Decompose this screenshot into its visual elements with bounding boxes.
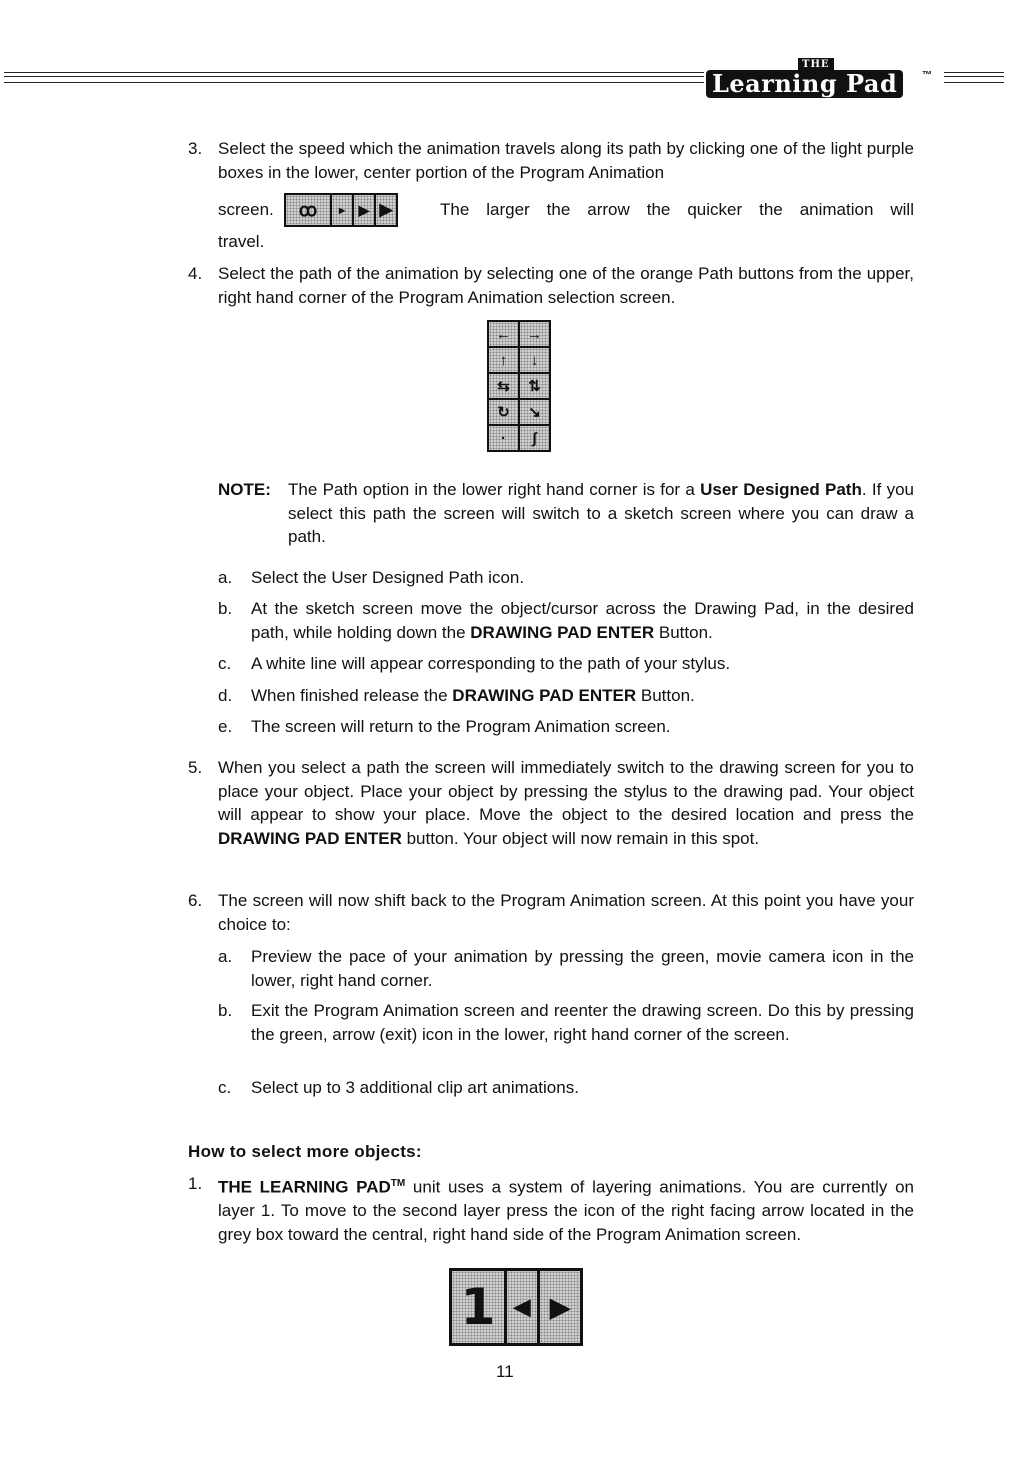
sub4-b-text xyxy=(251,597,914,644)
item-3-after-icon: The larger the arrow the quicker the animation will xyxy=(440,200,914,219)
item-4-text: Select the path of the animation by selecting one of the orange Path buttons from the upper, right hand corner of the Program Animation selection screen. xyxy=(218,264,914,307)
sub6-b-letter: b. xyxy=(218,1001,233,1020)
section-item-1-tm: TM xyxy=(390,1178,406,1189)
section-heading: How to select more objects: xyxy=(188,1142,422,1161)
item-5-t2: button. Your object will now remain in this spot. xyxy=(406,828,760,848)
sub4-c-text: A white line will appear corresponding to the path of your stylus. xyxy=(251,654,731,673)
note-text xyxy=(288,478,914,549)
sub4-a-letter: a. xyxy=(218,568,233,587)
path-vertical-bounce-icon: ⇅ xyxy=(520,374,549,398)
page-number: 11 xyxy=(496,1362,514,1381)
sub4-c-letter: c. xyxy=(218,654,232,673)
speed-selector-icon xyxy=(284,193,398,227)
path-right-icon: → xyxy=(520,322,549,346)
path-diagonal-icon: ↘ xyxy=(520,400,549,424)
speed-slow-arrow-icon: ▸ xyxy=(332,195,352,225)
item-3-screen-word: screen. xyxy=(218,200,274,219)
path-buttons-icon xyxy=(487,320,551,452)
item-5-bold: DRAWING PAD ENTER xyxy=(218,828,402,848)
layer-selector-icon xyxy=(449,1268,583,1346)
layer-number-icon: 1 xyxy=(452,1271,504,1343)
sub4-b-bold: DRAWING PAD ENTER xyxy=(470,622,655,642)
sub6-c-letter: c. xyxy=(218,1078,232,1097)
item-3-icon-line xyxy=(218,193,914,225)
layer-prev-arrow-icon: ◀ xyxy=(507,1271,537,1343)
section-item-1-number: 1. xyxy=(188,1174,203,1193)
item-5-text xyxy=(218,756,914,850)
logo-wordmark: Learning Pad xyxy=(706,70,903,98)
logo-tm: ™ xyxy=(922,70,932,81)
header-rule-right xyxy=(944,72,1004,83)
layer-next-arrow-icon: ▶ xyxy=(540,1271,580,1343)
sub6-c-text: Select up to 3 additional clip art animations. xyxy=(251,1078,579,1097)
sub4-b-letter: b. xyxy=(218,599,233,618)
sub4-a-text: Select the User Designed Path icon. xyxy=(251,568,525,587)
item-5-t1: When you select a path the screen will immediately switch to the drawing screen for you to place your object. Place your object by pressing the stylus to the drawing pad. Your object will appear to show your place. Move the object to the desired location and press the xyxy=(218,758,914,824)
item-6-number: 6. xyxy=(188,891,203,910)
sub4-b-t2: Button. xyxy=(658,622,713,642)
learning-pad-logo xyxy=(706,58,930,100)
item-6-text: The screen will now shift back to the Program Animation screen. At this point you have your choice to: xyxy=(218,891,914,934)
path-circle-icon: ↻ xyxy=(489,400,518,424)
path-horizontal-bounce-icon: ⇆ xyxy=(489,374,518,398)
sub4-b-t1: At the sketch screen move the object/cursor across the Drawing Pad, in the desired path, while holding down the xyxy=(251,599,914,642)
sub4-d-text xyxy=(251,684,914,708)
sub4-e-text: The screen will return to the Program Animation screen. xyxy=(251,717,671,736)
path-left-icon: ← xyxy=(489,322,518,346)
note-text-2: . If you select this path the screen will switch to a sketch screen where you can draw a path. xyxy=(288,480,915,546)
path-down-icon: ↓ xyxy=(520,348,549,372)
sub4-d-t1: When finished release the xyxy=(251,686,448,705)
sub4-d-letter: d. xyxy=(218,686,233,705)
header-rule-left xyxy=(4,72,704,83)
section-item-1-bold: THE LEARNING PAD xyxy=(218,1177,391,1197)
note-label: NOTE: xyxy=(218,480,271,499)
item-3-text: Select the speed which the animation travels along its path by clicking one of the light purple boxes in the lower, center portion of the Program Animation xyxy=(218,139,914,182)
item-5-number: 5. xyxy=(188,758,203,777)
sub4-d-bold: DRAWING PAD ENTER xyxy=(452,686,637,705)
sub6-a-text: Preview the pace of your animation by pressing the green, movie camera icon in the lower, right hand corner. xyxy=(251,947,914,990)
path-up-icon: ↑ xyxy=(489,348,518,372)
sub6-a-letter: a. xyxy=(218,947,233,966)
section-item-1-text xyxy=(218,1172,914,1246)
sub4-d-t2: Button. xyxy=(640,686,695,705)
item-3-end: travel. xyxy=(218,232,265,251)
sub4-e-letter: e. xyxy=(218,717,233,736)
item-4-number: 4. xyxy=(188,264,203,283)
section-item-1-body: unit uses a system of layering animations. You are currently on layer 1. To move to the second layer press the icon of the right facing arrow located in the grey box toward the central, right hand side of the Program Animation screen. xyxy=(218,1177,914,1244)
speed-medium-arrow-icon: ▶ xyxy=(354,195,374,225)
path-user-designed-icon: ∫ xyxy=(520,426,549,450)
logo-the: THE xyxy=(798,58,834,71)
sub6-b-text: Exit the Program Animation screen and reenter the drawing screen. Do this by pressing the green, arrow (exit) icon in the lower, right hand corner of the screen. xyxy=(251,1001,914,1044)
note-bold: User Designed Path xyxy=(700,480,862,499)
note-text-1: The Path option in the lower right hand corner is for a xyxy=(288,480,695,499)
speed-scribble-icon: ꝏ xyxy=(286,195,330,225)
item-3-number: 3. xyxy=(188,139,203,158)
path-stationary-icon: · xyxy=(489,426,518,450)
speed-fast-arrow-icon: ▶ xyxy=(376,195,396,225)
